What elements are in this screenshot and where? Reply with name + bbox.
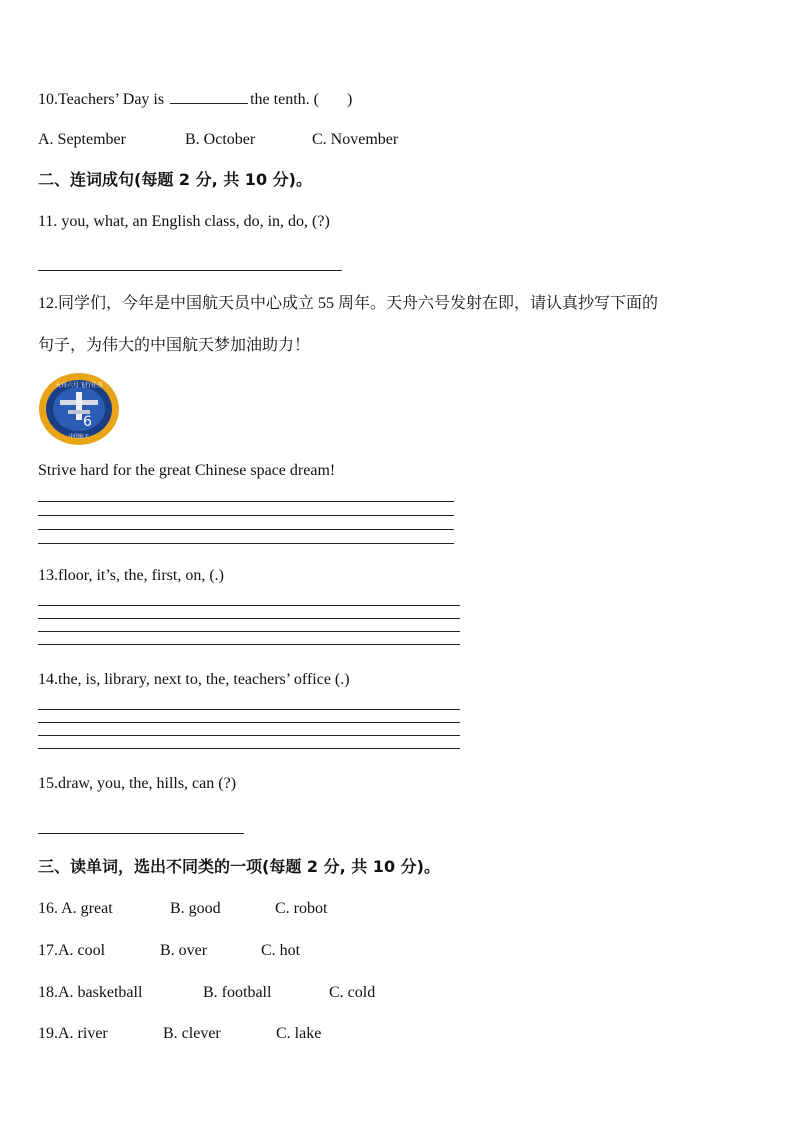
writing-line[interactable] xyxy=(38,618,460,619)
question-19-option-b: B. clever xyxy=(163,1025,221,1042)
question-10-paren-close: ) xyxy=(346,91,353,108)
question-10-option-a: A. September xyxy=(38,131,126,148)
writing-line[interactable] xyxy=(38,748,460,749)
mission-badge-icon xyxy=(38,372,120,446)
answer-line[interactable] xyxy=(38,270,342,271)
writing-line[interactable] xyxy=(38,644,460,645)
question-17-option-b: B. over xyxy=(160,942,208,959)
section-2-heading: 二、连词成句(每题 2 分, 共 10 分)。 xyxy=(38,170,312,189)
question-16-option-b: B. good xyxy=(170,900,221,917)
writing-line[interactable] xyxy=(38,709,460,710)
question-17-option-c: C. hot xyxy=(261,942,301,959)
writing-line[interactable] xyxy=(38,605,460,606)
question-10 xyxy=(38,88,352,110)
writing-line[interactable] xyxy=(38,515,454,516)
writing-line[interactable] xyxy=(38,529,454,530)
question-18-option-c: C. cold xyxy=(329,984,376,1001)
question-16-option-c: C. robot xyxy=(275,900,328,917)
writing-line[interactable] xyxy=(38,543,454,544)
question-16-option-a: 16. A. great xyxy=(38,900,113,917)
question-18-option-b: B. football xyxy=(203,984,272,1001)
question-18-option-a: 18.A. basketball xyxy=(38,984,143,1001)
question-19-option-c: C. lake xyxy=(276,1025,322,1042)
badge-title: 天舟六号飞行任务 xyxy=(54,382,104,389)
question-19-option-a: 19.A. river xyxy=(38,1025,108,1042)
question-10-number: 10. xyxy=(38,91,58,108)
writing-line[interactable] xyxy=(38,735,460,736)
question-10-option-b: B. October xyxy=(185,131,256,148)
question-13: 13.floor, it’s, the, first, on, (.) xyxy=(38,567,224,584)
question-17-option-a: 17.A. cool xyxy=(38,942,106,959)
question-15: 15.draw, you, the, hills, can (?) xyxy=(38,775,237,792)
question-10-text-before: Teachers’ Day is xyxy=(58,91,165,108)
badge-subtext: 中国航天 xyxy=(68,434,90,440)
question-10-text-after: the tenth. ( xyxy=(250,91,319,108)
question-14: 14.the, is, library, next to, the, teachers’ office (.) xyxy=(38,671,350,688)
writing-line[interactable] xyxy=(38,722,460,723)
section-3-heading: 三、读单词，选出不同类的一项(每题 2 分, 共 10 分)。 xyxy=(38,857,440,876)
question-12-line-2: 句子，为伟大的中国航天梦加油助力！ xyxy=(38,337,311,354)
question-12-line-1: 12.同学们，今年是中国航天员中心成立 55 周年。天舟六号发射在即，请认真抄写下面的 xyxy=(38,295,659,312)
question-10-option-c: C. November xyxy=(312,131,399,148)
copy-sentence: Strive hard for the great Chinese space dream! xyxy=(38,462,336,479)
writing-line[interactable] xyxy=(38,501,454,502)
answer-line[interactable] xyxy=(38,833,244,834)
writing-line[interactable] xyxy=(38,631,460,632)
question-11: 11. you, what, an English class, do, in, do, (?) xyxy=(38,213,330,230)
badge-numeral: 6 xyxy=(83,414,92,430)
question-10-blank[interactable] xyxy=(170,88,248,104)
